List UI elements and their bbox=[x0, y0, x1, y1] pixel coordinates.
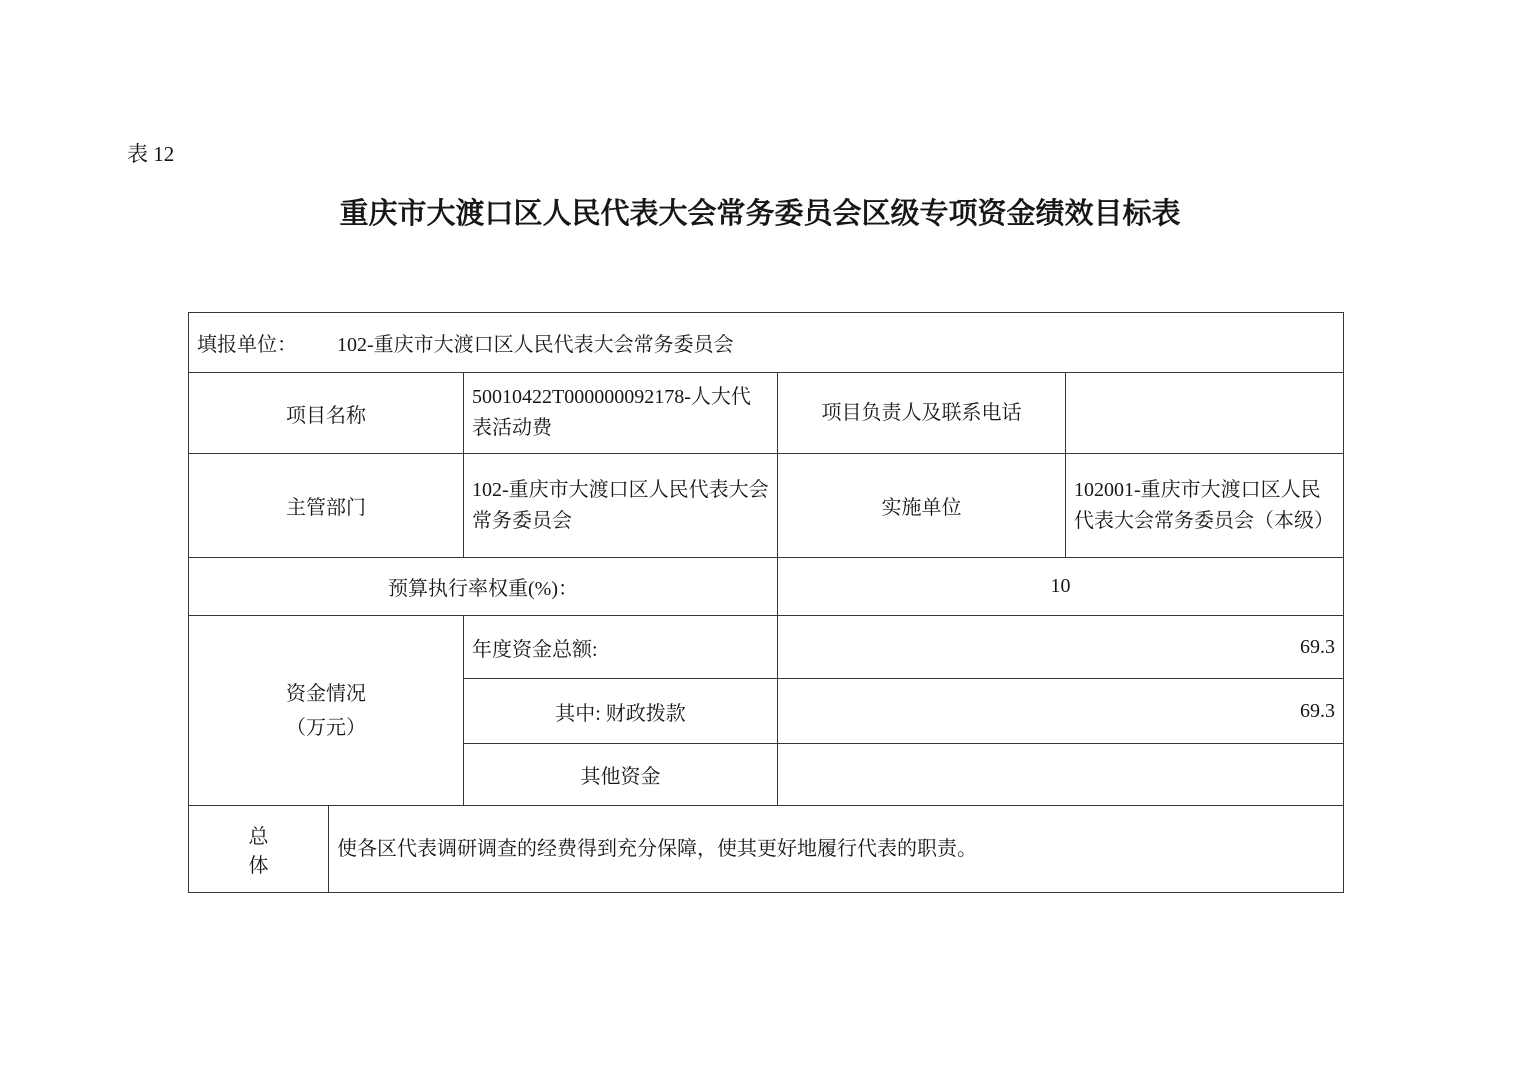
project-name-label-cell: 项目名称 bbox=[189, 373, 464, 454]
project-manager-label-cell: 项目负责人及联系电话 bbox=[778, 373, 1066, 454]
funds-header-line2: （万元） bbox=[286, 716, 366, 739]
funds-header-cell bbox=[189, 616, 464, 806]
performance-target-table bbox=[188, 312, 1344, 893]
reporting-unit-cell bbox=[189, 313, 1344, 373]
funds-other-label-cell: 其他资金 bbox=[464, 744, 778, 806]
project-manager-value-cell bbox=[1066, 373, 1344, 454]
budget-rate-value-cell: 10 bbox=[778, 558, 1344, 616]
performance-target-table-wrap bbox=[188, 312, 1344, 893]
implementing-unit-value-cell: 102001-重庆市大渡口区人民代表大会常务委员会（本级） bbox=[1066, 454, 1344, 558]
reporting-unit-value: 102-重庆市大渡口区人民代表大会常务委员会 bbox=[337, 334, 734, 356]
funds-fiscal-label-cell: 其中: 财政拨款 bbox=[464, 679, 778, 744]
funds-other-value-cell bbox=[778, 744, 1344, 806]
funds-total-label-cell: 年度资金总额: bbox=[464, 616, 778, 679]
funds-total-value-cell: 69.3 bbox=[778, 616, 1344, 679]
reporting-unit-label: 填报单位： bbox=[197, 334, 297, 356]
department-label-cell: 主管部门 bbox=[189, 454, 464, 558]
row-overall bbox=[189, 806, 1344, 893]
overall-label-line2: 体 bbox=[248, 855, 269, 877]
budget-rate-label-cell: 预算执行率权重(%)： bbox=[189, 558, 778, 616]
overall-label-line1: 总 bbox=[248, 826, 269, 848]
row-funds-total bbox=[189, 616, 1344, 679]
table-number-label: 表 12 bbox=[127, 142, 175, 166]
implementing-unit-label-cell: 实施单位 bbox=[778, 454, 1066, 558]
project-name-value-cell: 50010422T000000092178-人大代表活动费 bbox=[464, 373, 778, 454]
funds-fiscal-value-cell: 69.3 bbox=[778, 679, 1344, 744]
department-value-cell: 102-重庆市大渡口区人民代表大会常务委员会 bbox=[464, 454, 778, 558]
overall-content-cell: 使各区代表调研调查的经费得到充分保障，使其更好地履行代表的职责。 bbox=[329, 806, 1344, 893]
row-budget-rate bbox=[189, 558, 1344, 616]
document-title: 重庆市大渡口区人民代表大会常务委员会区级专项资金绩效目标表 bbox=[339, 198, 1181, 230]
row-reporting-unit bbox=[189, 313, 1344, 373]
row-department bbox=[189, 454, 1344, 558]
overall-label-cell bbox=[189, 806, 329, 893]
funds-header-line1: 资金情况 bbox=[286, 682, 366, 705]
row-project bbox=[189, 373, 1344, 454]
